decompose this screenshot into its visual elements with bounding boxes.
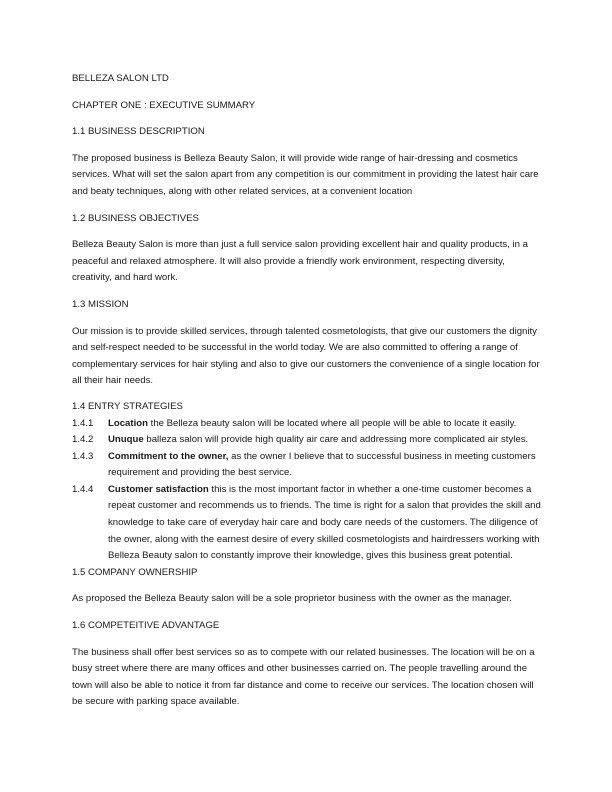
- list-item: [72, 432, 542, 449]
- list-item: [72, 416, 542, 433]
- list-item-body: [108, 482, 542, 565]
- section-text-1-3: Our mission is to provide skilled services, through talented cosmetologists, that give our customers the dignity and self-respect needed to be successful in the world today. We are also committed to offering a range of complementary services for hair styling and also to give our customers the convenience of a single location for all their hair needs.: [72, 325, 540, 387]
- list-item: [72, 482, 542, 565]
- list-item-number: 1.4.3: [72, 450, 94, 462]
- list-item-number: 1.4.1: [72, 417, 94, 429]
- list-item-text: as the owner I believe that to successful business in meeting customers requirement and providing the best service.: [108, 450, 536, 479]
- chapter-title: CHAPTER ONE : EXECUTIVE SUMMARY: [72, 99, 256, 111]
- section-heading-1-6: 1.6 COMPETEITIVE ADVANTAGE: [72, 620, 220, 632]
- section-text-1-6: The business shall offer best services so as to compete with our related businesses. The location will be on a busy street where there are many offices and other businesses carried on. The people travelling around the town will also be able to notice it from far distance and come to receive our services. The location chosen will be secure with parking space available.: [72, 646, 535, 708]
- list-item-term: Unuque: [108, 434, 144, 446]
- list-item-term: Location: [108, 417, 148, 429]
- list-item-number: 1.4.2: [72, 434, 94, 446]
- list-item-text: balleza salon will provide high quality air care and addressing more complicated air styles.: [143, 434, 529, 446]
- list-item-body: [108, 449, 542, 482]
- company-name: BELLEZA SALON LTD: [72, 73, 169, 84]
- list-item-term: Commitment to the owner,: [108, 450, 229, 462]
- section-heading-1-2: 1.2 BUSINESS OBJECTIVES: [72, 212, 199, 224]
- section-text-1-2: Belleza Beauty Salon is more than just a full service salon providing excellent hair and quality products, in a peaceful and relaxed atmosphere. It will also provide a friendly work environment, respecting diversity, creativity, and hard work.: [72, 239, 528, 284]
- list-item: [72, 449, 542, 482]
- list-item-body: [108, 416, 542, 433]
- section-heading-1-5: 1.5 COMPANY OWNERSHIP: [72, 566, 198, 578]
- section-heading-1-1: 1.1 BUSINESS DESCRIPTION: [72, 126, 205, 138]
- section-text-1-5: As proposed the Belleza Beauty salon will be a sole proprietor business with the owner as the manager.: [72, 593, 512, 605]
- list-item-body: [108, 432, 542, 449]
- document-page: [72, 71, 542, 711]
- list-item-number: 1.4.4: [72, 483, 94, 495]
- section-text-1-1: The proposed business is Belleza Beauty Salon, it will provide wide range of hair-dressing and cosmetics services. What will set the salon apart from any competition is our commitment in providing the latest hair care and beaty techniques, along with other related services, at a convenient location: [72, 152, 539, 197]
- list-item-text: the Belleza beauty salon will be located where all people will be able to locate it easily.: [147, 417, 517, 429]
- list-item-text: this is the most important factor in whether a one-time customer becomes a repeat customer and recommends us to friends. The time is right for a salon that provides the skill and knowledge to take care of everyday hair care and body care needs of the customers. The diligence of the owner, along with the earnest desire of every skilled cosmetologists and hairdressers working with Belleza Beauty salon to constantly improve their knowledge, gives this business great potential.: [108, 483, 541, 562]
- section-heading-1-4: 1.4 ENTRY STRATEGIES: [72, 400, 183, 412]
- section-heading-1-3: 1.3 MISSION: [72, 298, 129, 310]
- list-item-term: Customer satisfaction: [108, 483, 209, 495]
